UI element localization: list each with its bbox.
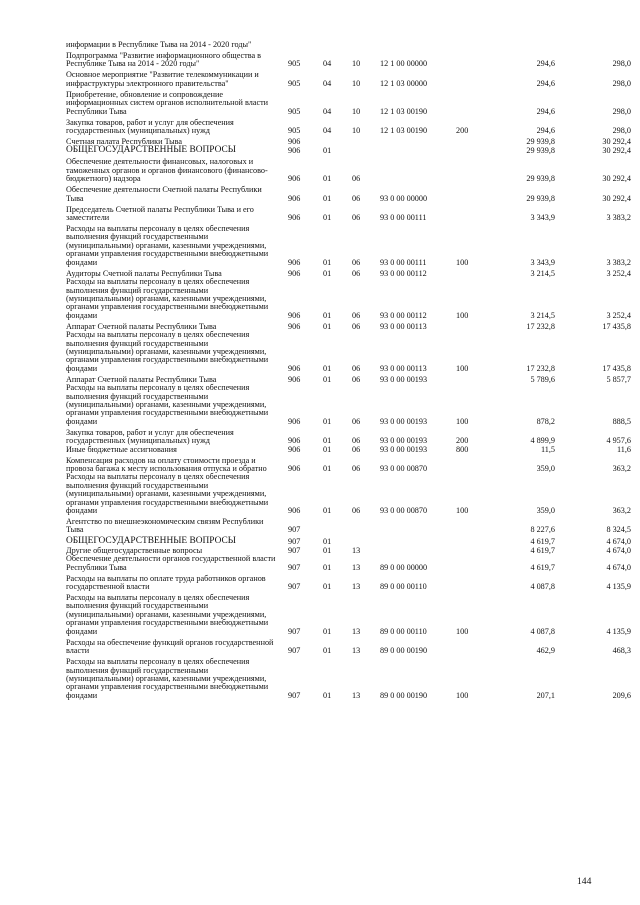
subsection-code: 06	[352, 506, 361, 516]
subsection-code: 13	[352, 562, 361, 572]
section-code: 01	[323, 464, 332, 473]
amount-first-year: 3 214,5	[530, 310, 555, 320]
amount-second-year: 4 135,9	[606, 626, 631, 636]
section-code: 01	[323, 582, 332, 592]
row-name: Расходы на обеспечение функций органов государственной власти	[66, 637, 274, 656]
department-code: 907	[288, 690, 301, 700]
department-code: 906	[288, 374, 301, 384]
table-row	[66, 657, 631, 700]
target-article-code: 12 1 03 00190	[380, 106, 428, 116]
target-article-code: 89 0 00 00000	[380, 562, 428, 572]
amount-second-year: 11,6	[616, 444, 631, 454]
section-code: 01	[323, 506, 332, 516]
table-row	[66, 70, 631, 88]
row-name: Агентство по внешнеэкономическим связям Республики Тыва	[66, 517, 264, 535]
section-code: 01	[323, 416, 332, 426]
amount-first-year: 29 939,8	[526, 146, 555, 156]
expense-type-code: 100	[456, 363, 469, 373]
department-code: 906	[288, 310, 301, 320]
table-row	[66, 455, 631, 474]
row-name: Расходы на выплаты персоналу в целях обеспечения выполнения функций государственными (муниципальными) органами, казенными учреждениями, органами управления государственными внебюджетными фондами	[66, 330, 269, 373]
amount-first-year: 3 214,5	[530, 268, 555, 278]
subsection-code: 10	[352, 106, 361, 116]
target-article-code: 12 1 00 00000	[380, 59, 428, 69]
amount-first-year: 17 232,8	[526, 363, 555, 373]
department-code: 906	[288, 146, 301, 156]
amount-second-year: 4 135,9	[606, 582, 631, 592]
subsection-code: 06	[352, 374, 361, 384]
target-article-code: 93 0 00 00870	[380, 506, 428, 516]
subsection-code: 06	[352, 444, 361, 454]
amount-second-year: 888,5	[612, 416, 631, 426]
table-row	[66, 89, 631, 116]
section-code: 04	[323, 78, 332, 88]
amount-second-year: 17 435,8	[602, 321, 631, 331]
section-code: 01	[323, 436, 332, 446]
table-row	[66, 277, 631, 320]
row-name: Компенсация расходов на оплату стоимости проезда и провоза багажа к месту использования отпуска и обратно	[66, 455, 267, 473]
table-row	[66, 593, 631, 636]
amount-second-year: 298,0	[612, 126, 631, 136]
department-code: 907	[288, 646, 301, 656]
row-name: Обеспечение деятельности органов государственной власти Республики Тыва	[66, 554, 276, 572]
amount-second-year: 468,3	[612, 646, 631, 656]
amount-first-year: 4 619,7	[530, 545, 555, 555]
amount-second-year: 30 292,4	[602, 137, 631, 147]
subsection-code: 06	[352, 436, 361, 446]
section-code: 04	[323, 126, 332, 136]
department-code: 907	[288, 626, 301, 636]
amount-second-year: 3 252,4	[606, 268, 631, 278]
target-article-code: 89 0 00 00110	[380, 626, 427, 636]
amount-first-year: 462,9	[536, 646, 555, 656]
row-name: Председатель Счетной палаты Республики Тыва и его заместители	[66, 204, 254, 223]
subsection-code: 06	[352, 310, 361, 320]
section-code: 01	[323, 646, 332, 656]
expense-type-code: 100	[456, 310, 469, 320]
department-code: 906	[288, 464, 301, 473]
section-code: 01	[323, 537, 332, 547]
amount-first-year: 8 227,6	[530, 525, 555, 535]
expense-type-code: 100	[456, 690, 469, 700]
amount-second-year: 3 383,2	[606, 257, 631, 267]
amount-second-year: 3 252,4	[606, 310, 631, 320]
target-article-code: 89 0 00 00190	[380, 690, 428, 700]
amount-second-year: 363,2	[612, 464, 631, 473]
row-name: Другие общегосударственные вопросы	[66, 545, 203, 555]
amount-first-year: 294,6	[536, 78, 555, 88]
subsection-code: 10	[352, 126, 361, 136]
section-code: 04	[323, 106, 332, 116]
amount-second-year: 30 292,4	[602, 174, 631, 184]
target-article-code: 93 0 00 00113	[380, 321, 427, 331]
subsection-code: 06	[352, 174, 361, 184]
section-code: 01	[323, 321, 332, 331]
expense-type-code: 100	[456, 506, 469, 516]
department-code: 905	[288, 78, 301, 88]
table-row	[66, 517, 631, 535]
amount-first-year: 4 899,9	[530, 436, 555, 446]
amount-second-year: 4 674,0	[606, 545, 631, 555]
department-code: 906	[288, 416, 301, 426]
amount-second-year: 4 674,0	[606, 537, 631, 547]
expense-type-code: 100	[456, 257, 469, 267]
section-code: 01	[323, 257, 332, 267]
amount-second-year: 298,0	[612, 106, 631, 116]
table-row	[66, 554, 631, 572]
table-row	[66, 472, 631, 516]
department-code: 907	[288, 537, 301, 547]
table-row	[66, 117, 631, 136]
target-article-code: 93 0 00 00193	[380, 436, 428, 446]
section-code: 01	[323, 626, 332, 636]
subsection-code: 06	[352, 268, 361, 278]
row-name: Расходы на выплаты персоналу в целях обеспечения выполнения функций государственными (муниципальными) органами, казенными учреждениями, органами управления государственными внебюджетными фондами	[66, 657, 269, 700]
department-code: 907	[288, 525, 301, 535]
amount-second-year: 3 383,2	[606, 213, 631, 223]
row-name: Расходы на выплаты персоналу в целях обеспечения выполнения функций государственными (муниципальными) органами, казенными учреждениями, органами управления государственными внебюджетными фондами	[66, 277, 269, 320]
amount-second-year: 5 857,7	[606, 374, 631, 384]
department-code: 906	[288, 174, 301, 184]
table-row	[66, 185, 631, 203]
amount-first-year: 4 087,8	[530, 582, 555, 592]
table-row	[66, 637, 631, 656]
subsection-code: 13	[352, 582, 361, 592]
row-name: Приобретение, обновление и сопровождение информационных систем органов исполнительной власти Республики Тыва	[66, 89, 269, 116]
department-code: 906	[288, 436, 301, 446]
page-number: 144	[577, 876, 592, 887]
subsection-code: 06	[352, 363, 361, 373]
amount-first-year: 359,0	[536, 464, 555, 473]
row-name: информации в Республике Тыва на 2014 - 2020 годы"	[66, 40, 252, 49]
expense-type-code: 100	[456, 416, 469, 426]
target-article-code: 89 0 00 00190	[380, 646, 428, 656]
target-article-code: 93 0 00 00112	[380, 268, 427, 278]
section-code: 01	[323, 562, 332, 572]
subsection-code: 10	[352, 59, 361, 69]
department-code: 906	[288, 506, 301, 516]
amount-second-year: 298,0	[612, 59, 631, 69]
target-article-code: 93 0 00 00193	[380, 374, 428, 384]
subsection-code: 06	[352, 321, 361, 331]
table-row	[66, 224, 631, 267]
target-article-code: 12 1 03 00000	[380, 78, 428, 88]
row-name: Обеспечение деятельности Счетной палаты Республики Тыва	[66, 185, 262, 203]
amount-first-year: 359,0	[536, 506, 555, 516]
row-name: Расходы на выплаты персоналу в целях обеспечения выполнения функций государственными (муниципальными) органами, казенными учреждениями, органами управления государственными внебюджетными фондами	[66, 224, 269, 267]
amount-first-year: 4 619,7	[530, 562, 555, 572]
expense-type-code: 200	[456, 126, 469, 136]
subsection-code: 13	[352, 626, 361, 636]
row-name: Расходы на выплаты персоналу в целях обеспечения выполнения функций государственными (муниципальными) органами, казенными учреждениями, органами управления государственными внебюджетными фондами	[66, 472, 269, 516]
section-code: 01	[323, 213, 332, 223]
target-article-code: 93 0 00 00870	[380, 464, 428, 473]
row-name: Обеспечение деятельности финансовых, налоговых и таможенных органов и органов финансового (финансово-бюджетного) надзора	[66, 157, 268, 184]
subsection-code: 06	[352, 213, 361, 223]
amount-first-year: 4 619,7	[530, 537, 555, 547]
target-article-code: 93 0 00 00193	[380, 444, 428, 454]
amount-first-year: 5 789,6	[530, 374, 555, 384]
department-code: 907	[288, 545, 301, 555]
department-code: 905	[288, 59, 301, 69]
section-code: 01	[323, 174, 332, 184]
amount-first-year: 878,2	[536, 416, 555, 426]
section-code: 01	[323, 690, 332, 700]
subsection-code: 13	[352, 646, 361, 656]
amount-first-year: 3 343,9	[530, 213, 555, 223]
section-code: 01	[323, 374, 332, 384]
table-row	[66, 427, 631, 446]
row-name: ОБЩЕГОСУДАРСТВЕННЫЕ ВОПРОСЫ	[66, 536, 236, 547]
department-code: 906	[288, 444, 301, 454]
row-name: Аппарат Счетной палаты Республики Тыва	[66, 321, 217, 331]
amount-first-year: 29 939,8	[526, 137, 555, 147]
department-code: 906	[288, 268, 301, 278]
target-article-code: 12 1 03 00190	[380, 126, 428, 136]
subsection-code: 10	[352, 78, 361, 88]
department-code: 905	[288, 106, 301, 116]
amount-second-year: 4 957,6	[606, 436, 631, 446]
department-code: 906	[288, 137, 301, 147]
table-row	[66, 41, 626, 49]
subsection-code: 13	[352, 545, 361, 555]
amount-first-year: 294,6	[536, 59, 555, 69]
section-code: 01	[323, 146, 332, 156]
expense-type-code: 800	[456, 444, 469, 454]
amount-second-year: 298,0	[612, 78, 631, 88]
table-row	[66, 51, 631, 69]
department-code: 906	[288, 193, 301, 203]
amount-first-year: 3 343,9	[530, 257, 555, 267]
section-code: 04	[323, 59, 332, 69]
expense-type-code: 200	[456, 436, 469, 446]
target-article-code: 93 0 00 00000	[380, 193, 428, 203]
department-code: 906	[288, 213, 301, 223]
amount-first-year: 294,6	[536, 106, 555, 116]
amount-first-year: 11,5	[540, 444, 555, 454]
amount-second-year: 4 674,0	[606, 562, 631, 572]
table-row	[66, 330, 631, 373]
row-name: Иные бюджетные ассигнования	[66, 444, 177, 454]
department-code: 907	[288, 562, 301, 572]
amount-second-year: 8 324,5	[606, 525, 631, 535]
subsection-code: 06	[352, 464, 361, 473]
amount-first-year: 17 232,8	[526, 321, 555, 331]
amount-first-year: 4 087,8	[530, 626, 555, 636]
section-code: 01	[323, 193, 332, 203]
table-row	[66, 157, 631, 184]
amount-first-year: 29 939,8	[526, 174, 555, 184]
row-name: Расходы на выплаты по оплате труда работников органов государственной власти	[66, 573, 266, 592]
target-article-code: 93 0 00 00113	[380, 363, 427, 373]
target-article-code: 89 0 00 00110	[380, 582, 427, 592]
target-article-code: 93 0 00 00111	[380, 213, 427, 223]
subsection-code: 06	[352, 193, 361, 203]
row-name: Расходы на выплаты персоналу в целях обеспечения выполнения функций государственными (муниципальными) органами, казенными учреждениями, органами управления государственными внебюджетными фондами	[66, 593, 269, 636]
section-code: 01	[323, 310, 332, 320]
department-code: 907	[288, 582, 301, 592]
amount-first-year: 294,6	[536, 126, 555, 136]
row-name: Закупка товаров, работ и услуг для обеспечения государственных (муниципальных) нужд	[66, 427, 234, 446]
row-name: Аудиторы Счетной палаты Республики Тыва	[66, 268, 222, 278]
table-row	[66, 204, 631, 223]
table-row	[66, 145, 631, 156]
row-name: Закупка товаров, работ и услуг для обеспечения государственных (муниципальных) нужд	[66, 117, 234, 136]
expense-type-code: 100	[456, 626, 469, 636]
row-name: Основное мероприятие "Развитие телекоммуникации и инфраструктуры электронного правительства"	[66, 70, 259, 88]
subsection-code: 06	[352, 416, 361, 426]
section-code: 01	[323, 444, 332, 454]
row-name: Расходы на выплаты персоналу в целях обеспечения выполнения функций государственными (муниципальными) органами, казенными учреждениями, органами управления государственными внебюджетными фондами	[66, 383, 269, 426]
amount-second-year: 30 292,4	[602, 193, 631, 203]
budget-table	[66, 40, 631, 700]
department-code: 906	[288, 257, 301, 267]
target-article-code: 93 0 00 00193	[380, 416, 428, 426]
table-row	[66, 444, 631, 454]
amount-first-year: 29 939,8	[526, 193, 555, 203]
section-code: 01	[323, 363, 332, 373]
amount-second-year: 17 435,8	[602, 363, 631, 373]
target-article-code: 93 0 00 00111	[380, 257, 427, 267]
amount-second-year: 363,2	[612, 506, 631, 516]
target-article-code: 93 0 00 00112	[380, 310, 427, 320]
row-name: Счетная палата Республики Тыва	[66, 137, 183, 147]
row-name: Подпрограмма "Развитие информационного общества в Республике Тыва на 2014 - 2020 годы"	[66, 51, 262, 69]
table-row	[66, 573, 631, 592]
amount-second-year: 30 292,4	[602, 146, 631, 156]
row-name: ОБЩЕГОСУДАРСТВЕННЫЕ ВОПРОСЫ	[66, 145, 236, 156]
department-code: 906	[288, 321, 301, 331]
section-code: 01	[323, 268, 332, 278]
subsection-code: 06	[352, 257, 361, 267]
department-code: 906	[288, 363, 301, 373]
department-code: 905	[288, 126, 301, 136]
subsection-code: 13	[352, 690, 361, 700]
row-name: Аппарат Счетной палаты Республики Тыва	[66, 374, 217, 384]
table-row	[66, 383, 631, 426]
amount-first-year: 207,1	[536, 690, 555, 700]
amount-second-year: 209,6	[612, 690, 631, 700]
section-code: 01	[323, 545, 332, 555]
